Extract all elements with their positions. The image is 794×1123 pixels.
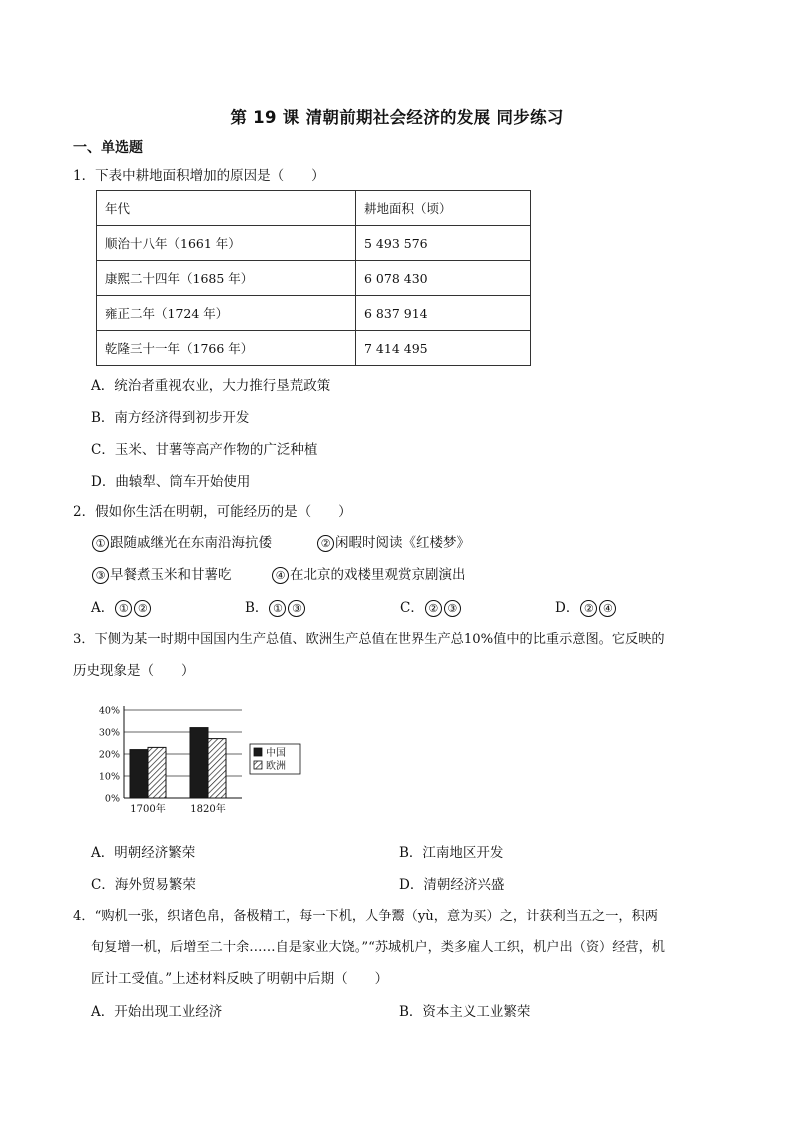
option-letter: D． bbox=[555, 600, 580, 616]
circled-number: ② bbox=[134, 600, 151, 617]
question-1-option-c[interactable]: C．玉米、甘薯等高产作物的广泛种植 bbox=[91, 442, 318, 458]
table-cell: 5 493 576 bbox=[356, 226, 531, 261]
x-tick-label: 1820年 bbox=[190, 804, 226, 815]
table-cell: 乾隆三十一年（1766 年） bbox=[97, 331, 356, 366]
question-2-stem: 2．假如你生活在明朝，可能经历的是（ ） bbox=[73, 504, 352, 520]
question-2-item-text: 早餐煮玉米和甘薯吃 bbox=[110, 567, 232, 583]
question-3-option-b[interactable]: B．江南地区开发 bbox=[399, 845, 504, 861]
chart-legend bbox=[250, 744, 300, 774]
question-2-option-b[interactable] bbox=[245, 596, 306, 617]
question-1-option-d[interactable]: D．曲辕犁、筒车开始使用 bbox=[91, 474, 251, 490]
circled-number: ③ bbox=[92, 567, 109, 584]
option-letter: C． bbox=[400, 600, 424, 616]
question-1-option-b[interactable]: B．南方经济得到初步开发 bbox=[91, 410, 250, 426]
legend-label: 中国 bbox=[266, 748, 286, 759]
circled-number: ① bbox=[115, 600, 132, 617]
table-row bbox=[97, 261, 531, 296]
page-title: 第 19 课 清朝前期社会经济的发展 同步练习 bbox=[230, 108, 564, 127]
x-tick-label: 1700年 bbox=[130, 804, 166, 815]
section-heading: 一、单选题 bbox=[73, 140, 143, 156]
question-3-option-c[interactable]: C．海外贸易繁荣 bbox=[91, 877, 196, 893]
question-2-item-text: 在北京的戏楼里观赏京剧演出 bbox=[290, 567, 466, 583]
legend-label: 欧洲 bbox=[266, 761, 286, 772]
question-2-option-a[interactable] bbox=[91, 596, 152, 617]
gdp-share-bar-chart bbox=[92, 700, 322, 825]
question-3-stem-line-1: 3．下侧为某一时期中国国内生产总值、欧洲生产总值在世界生产总10%值中的比重示意图。它反映的 bbox=[73, 632, 665, 647]
y-tick-label: 0% bbox=[104, 793, 120, 805]
table-header-row bbox=[97, 191, 531, 226]
y-tick-label: 40% bbox=[98, 705, 120, 717]
cultivated-land-table bbox=[96, 190, 531, 366]
bar-欧洲-1820年 bbox=[208, 739, 226, 798]
table-row bbox=[97, 296, 531, 331]
bar-中国-1700年 bbox=[130, 750, 148, 798]
y-tick-label: 30% bbox=[98, 727, 120, 739]
question-3-option-d[interactable]: D．清朝经济兴盛 bbox=[399, 877, 505, 893]
legend-swatch bbox=[254, 748, 262, 756]
question-2-option-d[interactable] bbox=[555, 596, 617, 617]
question-2-item-text: 闲暇时阅读《红楼梦》 bbox=[335, 535, 470, 551]
table-cell: 7 414 495 bbox=[356, 331, 531, 366]
circled-number: ② bbox=[317, 535, 334, 552]
circled-number: ③ bbox=[288, 600, 305, 617]
circled-number: ④ bbox=[272, 567, 289, 584]
question-1-stem: 1．下表中耕地面积增加的原因是（ ） bbox=[73, 168, 325, 184]
question-2-item-text: 跟随戚继光在东南沿海抗倭 bbox=[110, 535, 272, 551]
question-4-option-b[interactable]: B．资本主义工业繁荣 bbox=[399, 1004, 531, 1020]
chart-bars bbox=[130, 728, 226, 798]
option-letter: A． bbox=[91, 600, 115, 616]
table-header-cell: 耕地面积（顷） bbox=[356, 191, 531, 226]
bar-中国-1820年 bbox=[190, 728, 208, 798]
circled-number: ② bbox=[580, 600, 597, 617]
question-2-option-c[interactable] bbox=[400, 596, 462, 617]
question-4-option-a[interactable]: A．开始出现工业经济 bbox=[91, 1004, 223, 1020]
legend-swatch bbox=[254, 761, 262, 769]
circled-number: ③ bbox=[444, 600, 461, 617]
question-3-option-a[interactable]: A．明朝经济繁荣 bbox=[91, 845, 196, 861]
table-row bbox=[97, 226, 531, 261]
table-cell: 雍正二年（1724 年） bbox=[97, 296, 356, 331]
question-2-item bbox=[91, 531, 272, 552]
table-cell: 康熙二十四年（1685 年） bbox=[97, 261, 356, 296]
option-letter: B． bbox=[245, 600, 269, 616]
circled-number: ① bbox=[92, 535, 109, 552]
circled-number: ② bbox=[425, 600, 442, 617]
bar-欧洲-1700年 bbox=[148, 747, 166, 798]
table-cell: 6 078 430 bbox=[356, 261, 531, 296]
table-row bbox=[97, 331, 531, 366]
table-cell: 顺治十八年（1661 年） bbox=[97, 226, 356, 261]
question-3-stem-line-2: 历史现象是（ ） bbox=[73, 663, 195, 679]
table-header-cell: 年代 bbox=[97, 191, 356, 226]
circled-number: ④ bbox=[599, 600, 616, 617]
question-4-stem-line-3: 匠计工受值。”上述材料反映了明朝中后期（ ） bbox=[91, 971, 389, 987]
question-1-option-a[interactable]: A．统治者重视农业，大力推行垦荒政策 bbox=[91, 378, 331, 394]
y-tick-label: 20% bbox=[98, 749, 120, 761]
question-2-item bbox=[316, 531, 470, 552]
circled-number: ① bbox=[269, 600, 286, 617]
y-tick-label: 10% bbox=[98, 771, 120, 783]
question-2-item bbox=[91, 563, 232, 584]
table-cell: 6 837 914 bbox=[356, 296, 531, 331]
question-4-stem-line-2: 旬复增一机，后增至二十余……自是家业大饶。”“苏城机户，类多雇人工织，机户出（资）经营，机 bbox=[91, 940, 665, 955]
question-4-stem-line-1: 4．“购机一张，织诸色帛，备极精工，每一下机，人争鬻（yù，意为买）之，计获利当五之一，积两 bbox=[73, 909, 658, 924]
question-2-item bbox=[271, 563, 466, 584]
